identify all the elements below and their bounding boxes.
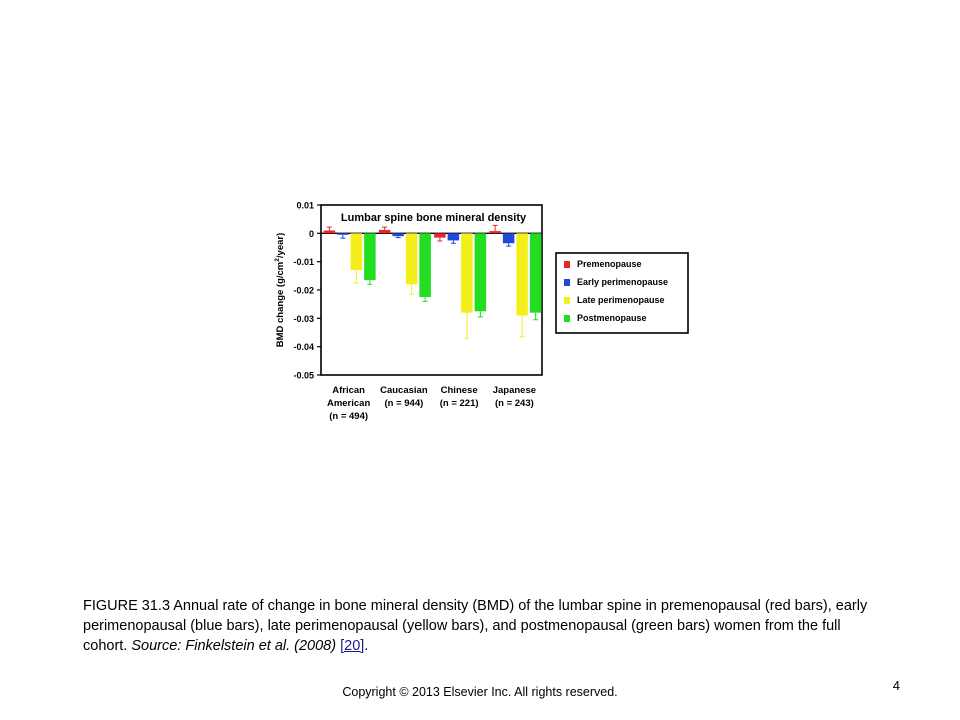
y-tick-label: 0.01 xyxy=(296,200,314,211)
y-tick-label: -0.02 xyxy=(293,285,314,296)
bar xyxy=(489,231,501,233)
bar xyxy=(461,233,473,312)
legend-label: Postmenopause xyxy=(577,313,647,323)
legend-label: Premenopause xyxy=(577,259,642,269)
x-tick-label: American xyxy=(326,398,371,409)
legend-swatch xyxy=(564,279,570,286)
x-tick-label: (n = 243) xyxy=(494,398,534,409)
y-axis-label: BMD change $(g/cm^2/year)$ xyxy=(274,232,286,348)
bar xyxy=(475,233,487,311)
bar xyxy=(516,233,528,315)
x-tick-label: (n = 494) xyxy=(329,411,369,422)
plot-frame xyxy=(321,205,542,375)
x-tick-label: Caucasian xyxy=(380,385,428,396)
legend-label: Early perimenopause xyxy=(577,277,669,287)
y-tick-label: -0.01 xyxy=(293,257,314,268)
bar xyxy=(351,233,363,270)
y-tick-label: -0.03 xyxy=(293,313,314,324)
legend-swatch xyxy=(564,315,570,322)
bar xyxy=(503,233,515,243)
caption-end: . xyxy=(364,638,369,654)
bar xyxy=(324,231,336,234)
bar xyxy=(337,233,349,234)
y-tick-label: 0 xyxy=(308,228,314,239)
chart-title: Lumbar spine bone mineral density xyxy=(340,212,527,224)
bar xyxy=(434,233,446,237)
y-tick-label: -0.04 xyxy=(293,342,314,353)
bmd-chart xyxy=(266,190,696,430)
bar xyxy=(448,233,460,240)
caption-source: Source: Finkelstein et al. (2008) xyxy=(131,638,341,654)
figure-caption xyxy=(83,596,883,656)
caption-text: Annual rate of change in bone mineral density (BMD) of the lumbar spine in premenopausal (red bars), early perimenopausal (blue bars), late perimenopausal (yellow bars), and postmenopausal (green bars) women from the full cohort. xyxy=(83,598,868,654)
x-tick-label: African xyxy=(332,385,365,396)
legend-swatch xyxy=(564,261,570,268)
x-tick-label: Japanese xyxy=(492,385,537,396)
bar xyxy=(364,233,376,280)
y-tick-label: -0.05 xyxy=(293,370,314,381)
bar xyxy=(419,233,431,297)
legend-swatch xyxy=(564,297,570,304)
x-tick-label: (n = 944) xyxy=(384,398,424,409)
caption-label: FIGURE 31.3 xyxy=(83,598,171,614)
bar xyxy=(530,233,542,312)
chart-canvas xyxy=(266,190,696,430)
copyright-notice: Copyright © 2013 Elsevier Inc. All rights reserved. xyxy=(342,685,618,699)
bar xyxy=(379,230,391,233)
citation-link[interactable]: [20] xyxy=(340,638,365,654)
page-number: 4 xyxy=(892,678,900,693)
x-tick-label: (n = 221) xyxy=(439,398,479,409)
bar xyxy=(406,233,418,284)
bar xyxy=(392,233,404,236)
x-tick-label: Chinese xyxy=(440,385,478,396)
legend-label: Late perimenopause xyxy=(577,295,665,305)
